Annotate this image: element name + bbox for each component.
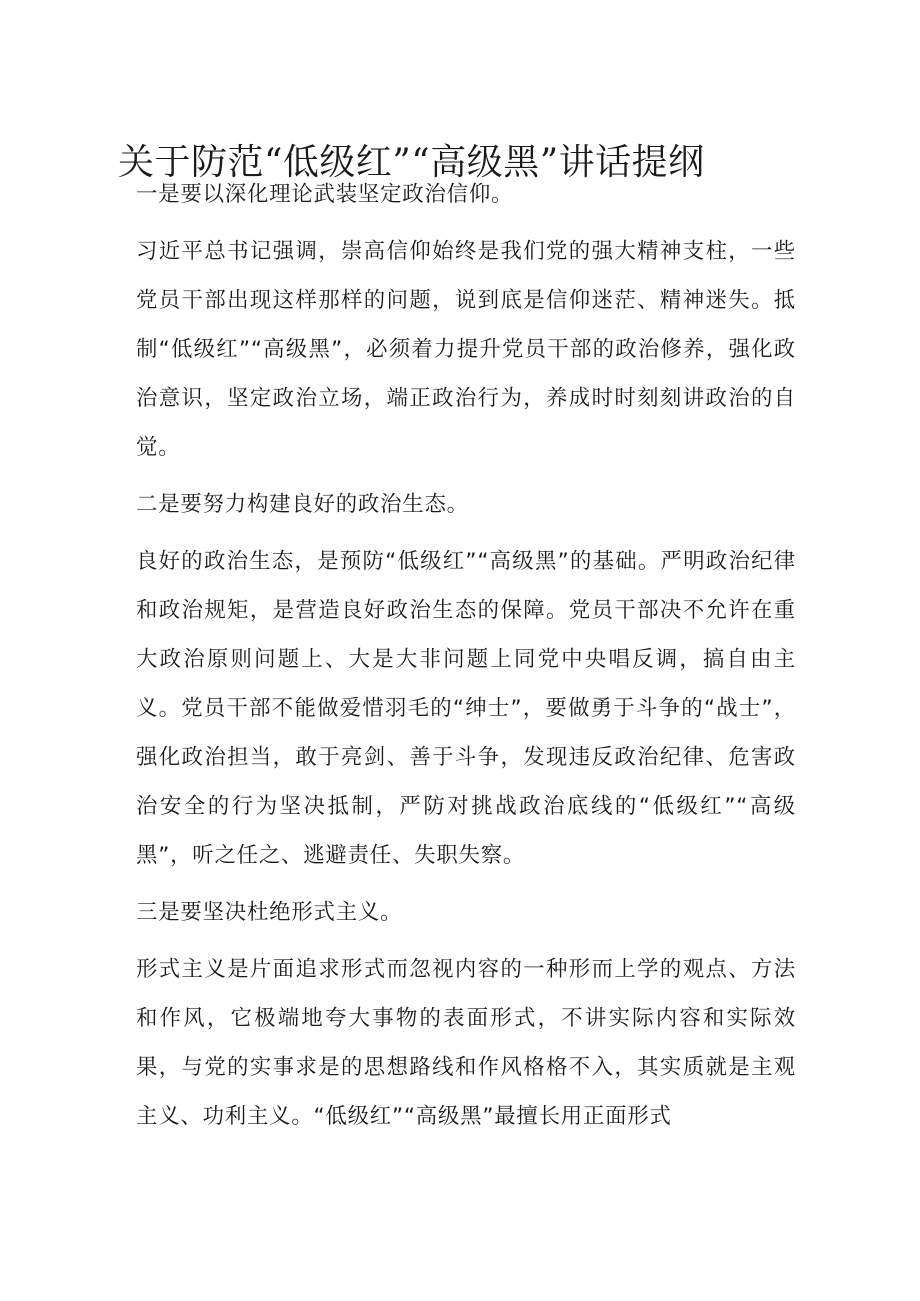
section-paragraph-2: 良好的政治生态，是预防“低级红”“高级黑”的基础。严明政治纪律和政治规矩，是营造良好政治生态的保障。党员干部决不允许在重大政治原则问题上、大是大非问题上同党中央唱反调，搞自由主义。党员干部不能做爱惜羽毛的“绅士”，要做勇于斗争的“战士”，强化政治担当，敢于亮剑、善于斗争，发现违反政治纪律、危害政治安全的行为坚决抵制，严防对挑战政治底线的“低级红”“高级黑”，听之任之、逃避责任、失职失察。 — [136, 549, 796, 868]
section-paragraph-1: 习近平总书记强调，崇高信仰始终是我们党的强大精神支柱，一些党员干部出现这样那样的问题，说到底是信仰迷茫、精神迷失。抵制“低级红”“高级黑”，必须着力提升党员干部的政治修养，强化政治意识，坚定政治立场，端正政治行为，养成时时刻刻讲政治的自觉。 — [136, 239, 796, 460]
section-heading-1: 一是要以深化理论武装坚定政治信仰。 — [136, 182, 514, 207]
section-heading-2: 二是要努力构建良好的政治生态。 — [136, 492, 469, 517]
section-paragraph-3: 形式主义是片面追求形式而忽视内容的一种形而上学的观点、方法和作风，它极端地夸大事物的表面形式，不讲实际内容和实际效果，与党的实事求是的思想路线和作风格格不入，其实质就是主观主义、功利主义。“低级红”“高级黑”最擅长用正面形式 — [136, 957, 796, 1129]
section-heading-3: 三是要坚决杜绝形式主义。 — [136, 900, 403, 925]
document-body — [136, 170, 796, 1141]
document-title: 关于防范“低级红”“高级黑”讲话提纲 — [118, 142, 705, 183]
